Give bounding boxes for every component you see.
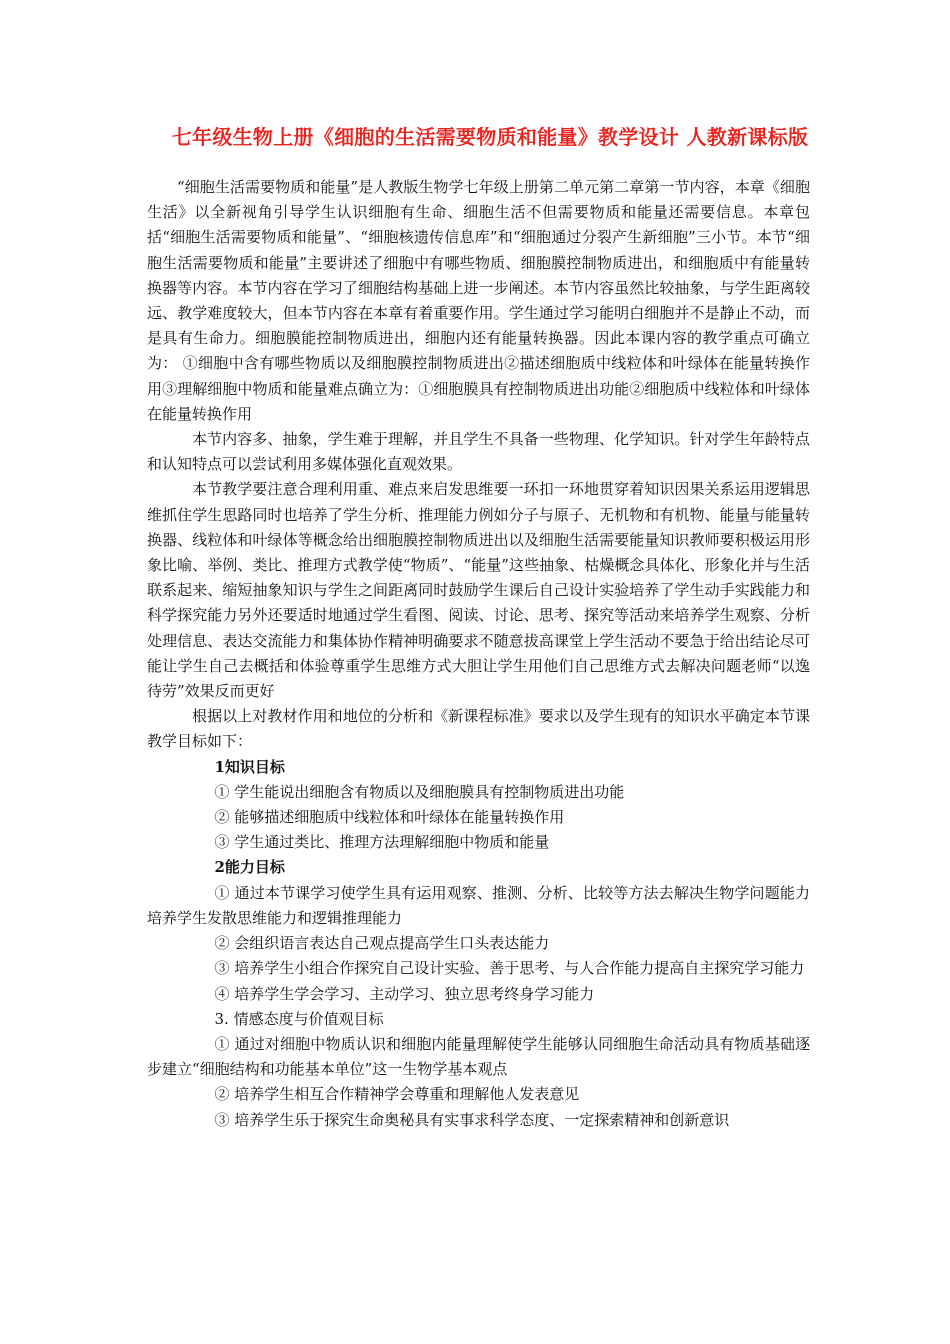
difficulty-paragraph: 本节内容多、抽象，学生难于理解，并且学生不具备一些物理、化学知识。针对学生年龄特点和认知特点可以尝试利用多媒体强化直观效果。 xyxy=(147,430,810,474)
attitude-goal-item: ① 通过对细胞中物质认识和细胞内能量理解使学生能够认同细胞生命活动具有物质基础逐步建立“细胞结构和功能基本单位”这一生物学基本观点 xyxy=(147,1034,810,1079)
ability-goal-heading: 2能力目标 xyxy=(214,858,285,877)
knowledge-goal-item: ① 学生能说出细胞含有物质以及细胞膜具有控制物质进出功能 xyxy=(214,782,625,801)
knowledge-goal-item: ② 能够描述细胞质中线粒体和叶绿体在能量转换作用 xyxy=(214,808,565,827)
attitude-goal-heading: 3. 情感态度与价值观目标 xyxy=(214,1009,384,1028)
ability-goal-item: ④ 培养学生学会学习、主动学习、独立思考终身学习能力 xyxy=(214,984,595,1003)
knowledge-goal-item: ③ 学生通过类比、推理方法理解细胞中物质和能量 xyxy=(214,833,550,852)
ability-goal-item: ② 会组织语言表达自己观点提高学生口头表达能力 xyxy=(214,934,550,953)
method-paragraph: 本节教学要注意合理利用重、难点来启发思维要一环扣一环地贯穿着知识因果关系运用逻辑思维抓住学生思路同时也培养了学生分析、推理能力例如分子与原子、无机物和有机物、能量与能量转换器、线粒体和叶绿体等概念给出细胞膜控制物质进出以及细胞生活需要能量知识教师要积极运用形象比喻、举例、类比、推理方式教学使“物质”、“能量”这些抽象、枯燥概念具体化、形象化并与生活联系起来、缩短抽象知识与学生之间距离同时鼓励学生课后自己设计实验培养了学生动手实践能力和科学探究能力另外还要适时地通过学生看图、阅读、讨论、思考、探究等活动来培养学生观察、分析处理信息、表达交流能力和集体协作精神明确要求不随意拔高课堂上学生活动不要急于给出结论尽可能让学生自己去概括和体验尊重学生思维方式大胆让学生用他们自己思维方式去解决问题老师“以逸待劳”效果反而更好 xyxy=(147,480,810,701)
document-title: 七年级生物上册《细胞的生活需要物质和能量》教学设计 人教新课标版 xyxy=(171,125,809,149)
goals-intro-paragraph: 根据以上对教材作用和地位的分析和《新课程标准》要求以及学生现有的知识水平确定本节课教学目标如下： xyxy=(147,707,810,751)
attitude-goal-item: ③ 培养学生乐于探究生命奥秘具有实事求科学态度、一定探索精神和创新意识 xyxy=(214,1110,730,1129)
ability-goal-item: ③ 培养学生小组合作探究自己设计实验、善于思考、与人合作能力提高自主探究学习能力 xyxy=(214,959,805,978)
knowledge-goal-heading: 1知识目标 xyxy=(214,757,285,776)
document-body xyxy=(147,175,810,1133)
ability-goal-item: ① 通过本节课学习使学生具有运用观察、推测、分析、比较等方法去解决生物学问题能力培养学生发散思维能力和逻辑推理能力 xyxy=(147,883,810,927)
attitude-goal-item: ② 培养学生相互合作精神学会尊重和理解他人发表意见 xyxy=(214,1085,580,1104)
intro-paragraph: “细胞生活需要物质和能量”是人教版生物学七年级上册第二单元第二章第一节内容，本章《细胞生活》以全新视角引导学生认识细胞有生命、细胞生活不但需要物质和能量还需要信息。本章包括“细胞生活需要物质和能量”、“细胞核遗传信息库”和“细胞通过分裂产生新细胞”三小节。本节“细胞生活需要物质和能量”主要讲述了细胞中有哪些物质、细胞膜控制物质进出，和细胞质中有能量转换器等内容。本节内容在学习了细胞结构基础上进一步阐述。本节内容虽然比较抽象，与学生距离较远、教学难度较大，但本节内容在本章有着重要作用。学生通过学习能明白细胞并不是静止不动，而是具有生命力。细胞膜能控制物质进出，细胞内还有能量转换器。因此本课内容的教学重点可确立为： ①细胞中含有哪些物质以及细胞膜控制物质进出②描述细胞质中线粒体和叶绿体在能量转换作用③理解细胞中物质和能量难点确立为：①细胞膜具有控制物质进出功能②细胞质中线粒体和叶绿体在能量转换作用 xyxy=(147,178,810,423)
